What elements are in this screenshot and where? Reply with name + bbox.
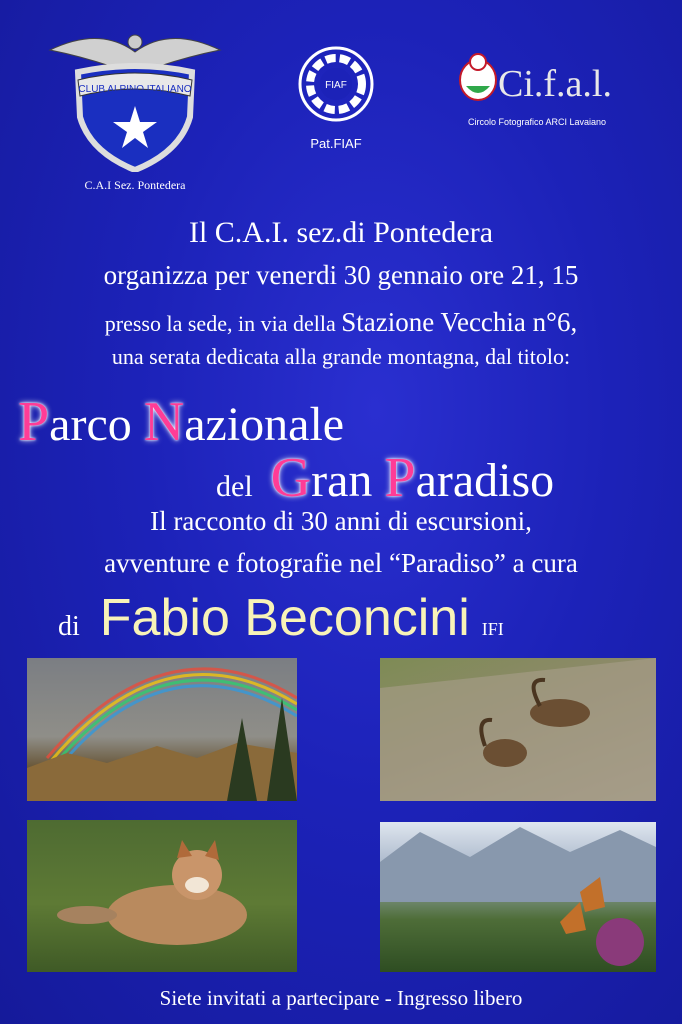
title-cap-n: N xyxy=(143,391,185,453)
intro-line-3-a: presso la sede, in via della xyxy=(104,311,342,336)
title-line-1 xyxy=(18,390,344,454)
intro-line-3-b: Stazione Vecchia n°6, xyxy=(341,307,578,337)
intro-line-1: Il C.A.I. sez.di Pontedera xyxy=(188,216,494,249)
title-word-aradiso: aradiso xyxy=(415,454,555,507)
intro-line-2: organizza per venerdi 30 gennaio ore 21, 15 xyxy=(103,260,579,290)
cifal-logo xyxy=(452,48,622,108)
author-prefix: di xyxy=(58,611,80,642)
fiaf-logo xyxy=(296,44,376,124)
fox-photo xyxy=(27,820,297,972)
cai-logo xyxy=(40,22,230,172)
cifal-name: Ci.f.a.l. xyxy=(498,63,612,105)
title-cap-p: P xyxy=(18,391,50,453)
footer-text: Siete invitati a partecipare - Ingresso libero xyxy=(159,986,523,1010)
title-cap-p2: P xyxy=(384,447,416,509)
intro-line-4: una serata dedicata alla grande montagna, dal titolo: xyxy=(111,344,571,369)
title-line-2 xyxy=(216,446,554,510)
title-del: del xyxy=(216,470,253,503)
subtitle-line-1: Il racconto di 30 anni di escursioni, xyxy=(150,506,532,536)
author-suffix: IFI xyxy=(481,619,504,639)
butterfly-photo xyxy=(380,822,656,972)
rainbow-photo xyxy=(27,658,297,801)
fiaf-caption: Pat.FIAF xyxy=(310,136,362,151)
title-word-ran: ran xyxy=(311,454,385,507)
author-name: Fabio Beconcini xyxy=(99,589,470,647)
title-word-azionale: azionale xyxy=(184,398,345,451)
fiaf-badge-text: FIAF xyxy=(325,80,347,91)
title-cap-g: G xyxy=(270,447,312,509)
cai-badge-text: CLUB ALPINO ITALIANO xyxy=(78,84,192,95)
author-line xyxy=(58,588,504,648)
cai-caption: C.A.I Sez. Pontedera xyxy=(84,178,186,192)
ibex-photo xyxy=(380,658,656,801)
intro-line-3 xyxy=(0,307,682,338)
subtitle-line-2: avventure e fotografie nel “Paradiso” a cura xyxy=(104,548,578,578)
cifal-caption: Circolo Fotografico ARCI Lavaiano xyxy=(467,117,607,127)
title-word-arco: arco xyxy=(49,398,144,451)
